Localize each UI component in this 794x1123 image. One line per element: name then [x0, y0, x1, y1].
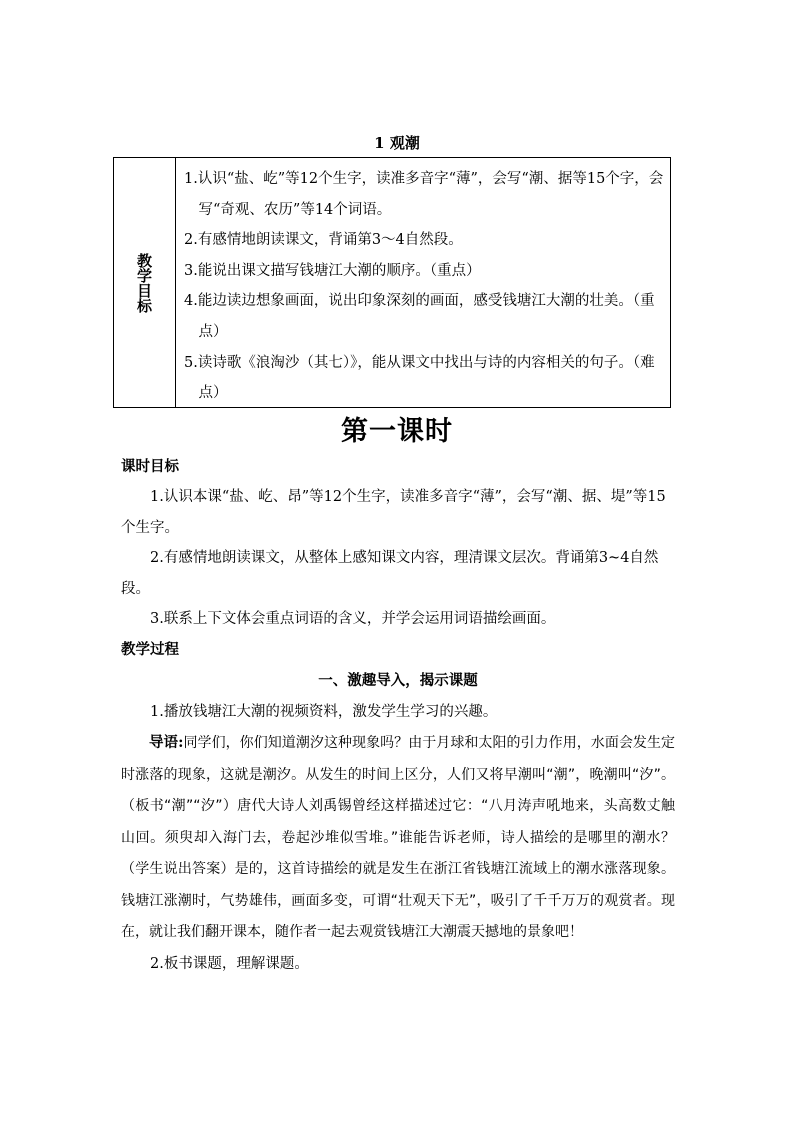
- teaching-goal-item: 5.读诗歌《浪淘沙（其七）》，能从课文中找出与诗的内容相关的句子。（难点）: [184, 354, 655, 402]
- period-goal-item: 1.认识本课“盐、屹、昂”等12个生字，读准多音字“薄”，会写“潮、据、堤”等15个生字。: [121, 489, 666, 536]
- teaching-goals-header-cell: [114, 158, 176, 407]
- process-step: 2.板书课题，理解课题。: [150, 955, 309, 972]
- period-goals-heading: 课时目标: [121, 458, 179, 475]
- teaching-goal-item: 1.认识“盐、屹”等12个生字，读准多音字“薄”，会写“潮、据等15个字，会写“奇观、农历”等14个词语。: [184, 171, 664, 218]
- teaching-goal-item: 2.有感情地朗读课文，背诵第3～4自然段。: [184, 232, 463, 249]
- part1-title: 一、激趣导入，揭示课题: [318, 671, 478, 689]
- lesson-title: 1 观潮: [374, 134, 420, 152]
- period-goal-item: 2.有感情地朗读课文，从整体上感知课文内容，理清课文层次。背诵第3~4自然段。: [121, 550, 659, 597]
- teaching-goals-header: 教学目标: [135, 252, 153, 313]
- intro-label: 导语:: [149, 734, 184, 751]
- process-step: 1.播放钱塘江大潮的视频资料，激发学生学习的兴趣。: [150, 703, 498, 720]
- intro-text: 同学们，你们知道潮汐这种现象吗？由于月球和太阳的引力作用，水面会发生定时涨落的现象，这就是潮汐。从发生的时间上区分，人们又将早潮叫“潮”，晚潮叫“汐”。（板书“潮”“汐”）唐代大诗人刘禹锡曾经这样描述过它：“八月涛声吼地来，头高数丈触山回。须臾却入海门去，卷起沙堆似雪堆。”谁能告诉老师，诗人描绘的是哪里的潮水？（学生说出答案）是的，这首诗描绘的就是发生在浙江省钱塘江流域上的潮水涨落现象。钱塘江涨潮时，气势雄伟，画面多变，可谓“壮观天下无”，吸引了千千万万的观赏者。现在，就让我们翻开课本，随作者一起去观赏钱塘江大潮震天撼地的景象吧！: [121, 735, 676, 940]
- lesson-content: [121, 452, 675, 979]
- teaching-goal-item: 4.能边读边想象画面，说出印象深刻的画面，感受钱塘江大潮的壮美。（重点）: [184, 293, 655, 340]
- intro-paragraph: [121, 727, 675, 949]
- period-goal-item: 3.联系上下文体会重点词语的含义，并学会运用词语描绘画面。: [150, 611, 556, 627]
- process-heading: 教学过程: [121, 640, 179, 658]
- teaching-goal-item: 3.能说出课文描写钱塘江大潮的顺序。（重点）: [184, 262, 481, 279]
- section-title: 第一课时: [341, 416, 453, 447]
- teaching-goals-list: [176, 158, 670, 407]
- teaching-goals-table: [113, 157, 671, 408]
